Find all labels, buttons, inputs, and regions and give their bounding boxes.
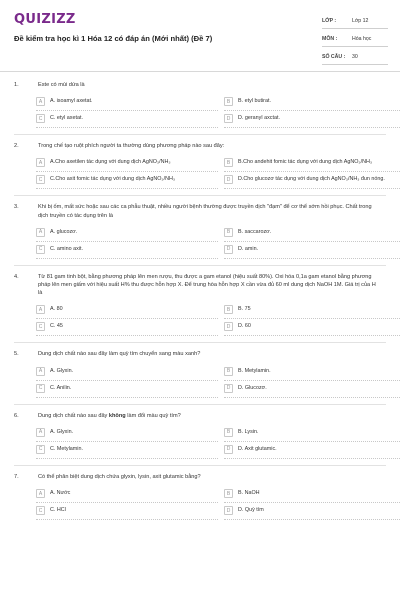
option-letter: C: [36, 245, 45, 254]
option-text: A. Glyxin.: [50, 367, 74, 374]
option-text: D. Glucozơ.: [238, 384, 267, 391]
meta-row-subject: [322, 32, 388, 47]
option-letter: A: [36, 97, 45, 106]
option-letter: D: [224, 114, 233, 123]
meta-label: SỐ CÂU :: [322, 54, 346, 60]
meta-value: Lớp 12: [352, 18, 369, 24]
option-text: C.Cho axit fomic tác dụng với dung dịch AgNO₃/NH₃: [50, 176, 176, 183]
option-text: D. Quỳ tím: [238, 507, 264, 514]
option-text: C. 45: [50, 323, 63, 330]
option-c[interactable]: [36, 242, 218, 259]
question-text: Có thể phân biệt dung dịch chứa glyxin, lysin, axit glutamic bằng?: [38, 473, 201, 480]
question-text: Khi bị ốm, mất sức hoặc sau các ca phẫu thuật, nhiều người bệnh thường được truyền dịch "đạm" để cơ thể sớm hồi phục. Chất trong dịch truyền có tác dụng trên là: [38, 204, 372, 219]
question-number: 6.: [14, 412, 19, 419]
option-letter: D: [224, 175, 233, 184]
question-5: [14, 343, 386, 404]
meta-row-count: [322, 50, 388, 65]
option-c[interactable]: [36, 111, 218, 128]
page-title: Đề kiểm tra học kì 1 Hóa 12 có đáp án (Mới nhất) (Đề 7): [14, 34, 213, 43]
meta-value: Hóa học: [352, 36, 372, 42]
option-letter: D: [224, 506, 233, 515]
option-text: D. 60: [238, 323, 251, 330]
question-4: [14, 266, 386, 344]
option-text: B.Cho andehit fomic tác dụng với dung dịch AgNO₃/NH₃: [238, 159, 373, 166]
option-letter: C: [36, 175, 45, 184]
quizizz-logo: QUIZIZZ: [14, 12, 76, 27]
option-c[interactable]: [36, 442, 218, 459]
option-text: B. NaOH: [238, 490, 260, 497]
meta-label: LỚP :: [322, 18, 337, 24]
option-a[interactable]: [36, 225, 218, 242]
option-text: D.Cho glucozơ tác dụng với dung dịch AgNO₃/NH₃ đun nóng.: [238, 176, 385, 183]
option-letter: C: [36, 506, 45, 515]
question-text: Dung dịch chất nào sau đây làm quỳ tím chuyển sang màu xanh?: [38, 351, 201, 358]
question-text-after: làm đổi màu quỳ tím?: [125, 412, 181, 419]
question-text-emphasis: không: [108, 412, 126, 419]
meta-row-class: [322, 14, 388, 29]
option-text: C. amino axit.: [50, 245, 83, 252]
option-b[interactable]: [224, 94, 400, 111]
option-text: D. Axit glutamic.: [238, 445, 277, 452]
option-text: A. Glyxin.: [50, 428, 74, 435]
option-d[interactable]: [224, 242, 400, 259]
option-text: D. geranyl axctat.: [238, 115, 280, 122]
question-number: 4.: [14, 273, 19, 280]
question-number: 5.: [14, 351, 19, 358]
option-letter: A: [36, 367, 45, 376]
meta-value: 30: [352, 54, 358, 60]
option-letter: D: [224, 384, 233, 393]
option-d[interactable]: [224, 381, 400, 398]
option-text: C. Anilin.: [50, 384, 72, 391]
option-text: D. amin.: [238, 245, 259, 252]
option-text: B. etyl butirat.: [238, 98, 271, 105]
question-list: [14, 74, 386, 520]
question-text: Trong chế tạo ruột phích người ta thường dùng phương pháp nào sau đây:: [38, 143, 225, 150]
option-letter: B: [224, 489, 233, 498]
option-d[interactable]: [224, 503, 400, 520]
option-text: A. 80: [50, 306, 63, 313]
option-a[interactable]: [36, 94, 218, 111]
option-b[interactable]: [224, 425, 400, 442]
option-a[interactable]: [36, 364, 218, 381]
question-7: [14, 466, 386, 520]
option-text: A.Cho axetilen tác dụng với dung dịch AgNO₃/NH₃: [50, 159, 171, 166]
page-header: [0, 0, 400, 72]
option-letter: B: [224, 228, 233, 237]
option-c[interactable]: [36, 503, 218, 520]
option-a[interactable]: [36, 425, 218, 442]
question-number: 1.: [14, 82, 19, 88]
option-letter: D: [224, 245, 233, 254]
question-2: [14, 135, 386, 196]
option-text: A. isoamyl axetat.: [50, 98, 93, 105]
option-b[interactable]: [224, 302, 400, 319]
option-b[interactable]: [224, 364, 400, 381]
meta-box: [322, 14, 388, 68]
option-letter: D: [224, 322, 233, 331]
question-text: Từ 81 gam tinh bột, bằng phương pháp lên men rượu, thu được a gam etanol (hiệu suất 80%). Oxi hóa 0,1a gam etanol bằng phương pháp lên men giấm với hiệu suất H% thu được hỗn hợp X. Để trung hòa hỗn hợp X cần vừa đủ 60 ml dung dịch NaOH 1M. Giá trị của H là: [38, 273, 376, 297]
option-letter: A: [36, 305, 45, 314]
option-letter: A: [36, 428, 45, 437]
option-text: B. Lysin.: [238, 428, 259, 435]
option-text: B. saccarozơ.: [238, 228, 272, 235]
option-d[interactable]: [224, 442, 400, 459]
option-d[interactable]: [224, 111, 400, 128]
option-letter: A: [36, 158, 45, 167]
option-text: B. 75: [238, 306, 251, 313]
option-b[interactable]: [224, 486, 400, 503]
option-letter: A: [36, 228, 45, 237]
option-c[interactable]: [36, 381, 218, 398]
option-d[interactable]: [224, 319, 400, 336]
option-b[interactable]: [224, 155, 400, 172]
option-letter: C: [36, 384, 45, 393]
question-text-before: Dung dịch chất nào sau đây: [38, 412, 109, 419]
option-letter: C: [36, 114, 45, 123]
question-number: 3.: [14, 204, 19, 211]
option-a[interactable]: [36, 486, 218, 503]
meta-label: MÔN :: [322, 36, 338, 42]
question-text: [38, 412, 386, 420]
question-number: 7.: [14, 473, 19, 480]
option-letter: C: [36, 322, 45, 331]
option-letter: B: [224, 367, 233, 376]
option-text: C. etyl axetat.: [50, 115, 83, 122]
question-text: Este có mùi dứa là: [38, 82, 85, 88]
option-text: A. Nước: [50, 490, 71, 497]
option-text: A. glucozơ.: [50, 228, 78, 235]
option-a[interactable]: [36, 302, 218, 319]
option-letter: B: [224, 158, 233, 167]
option-d[interactable]: [224, 172, 400, 189]
option-c[interactable]: [36, 319, 218, 336]
option-text: C. HCl: [50, 507, 66, 514]
question-6: [14, 405, 386, 466]
option-text: B. Metylamin.: [238, 367, 271, 374]
option-letter: C: [36, 445, 45, 454]
option-a[interactable]: [36, 155, 218, 172]
option-c[interactable]: [36, 172, 218, 189]
option-letter: D: [224, 445, 233, 454]
question-1: [14, 74, 386, 135]
option-letter: B: [224, 305, 233, 314]
option-letter: A: [36, 489, 45, 498]
option-letter: B: [224, 97, 233, 106]
question-number: 2.: [14, 143, 19, 150]
option-b[interactable]: [224, 225, 400, 242]
question-3: [14, 196, 386, 265]
option-letter: B: [224, 428, 233, 437]
option-text: C. Metylamin.: [50, 445, 83, 452]
